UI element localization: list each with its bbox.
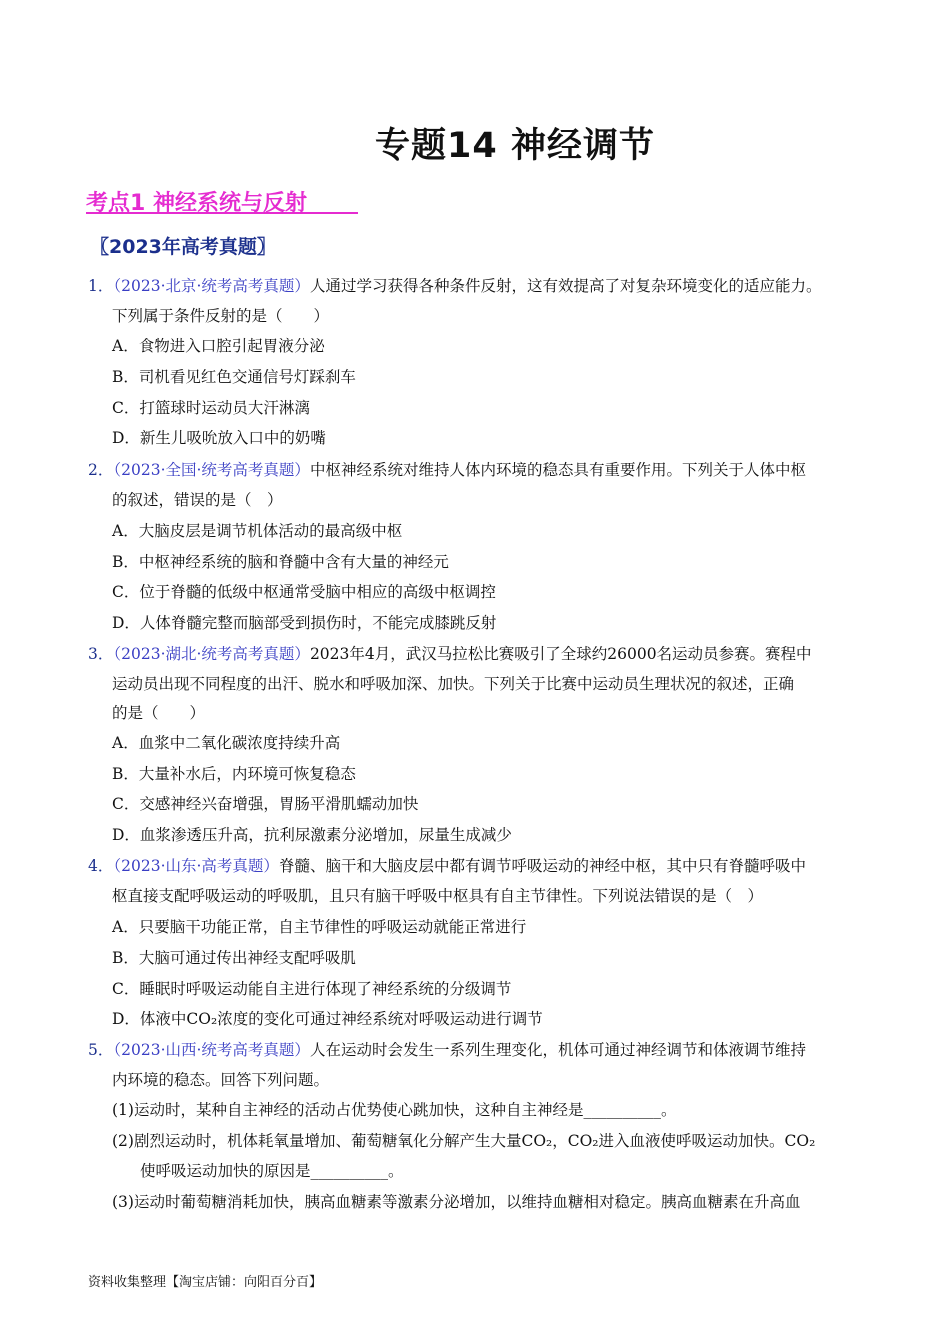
- question-2-option-b: B．中枢神经系统的脑和脊髓中含有大量的神经元: [112, 553, 449, 571]
- question-3-option-c: C．交感神经兴奋增强，胃肠平滑肌蠕动加快: [112, 795, 419, 813]
- question-1-option-c: C．打篮球时运动员大汗淋漓: [112, 399, 310, 417]
- question-number: 5．: [88, 1041, 114, 1059]
- section-heading: 〖2023年高考真题〗: [90, 236, 276, 258]
- question-4-option-c: C．睡眠时呼吸运动能自主进行体现了神经系统的分级调节: [112, 980, 512, 998]
- question-2-option-a: A．大脑皮层是调节机体活动的最高级中枢: [112, 522, 403, 540]
- question-5-stem-line-2: 内环境的稳态。回答下列问题。: [112, 1071, 330, 1089]
- question-text: 人在运动时会发生一系列生理变化，机体可通过神经调节和体液调节维持: [309, 1041, 806, 1059]
- question-5-part-2-continued: 使呼吸运动加快的原因是__________。: [140, 1162, 404, 1180]
- question-3-stem-line-3: 的是（ ）: [112, 704, 206, 722]
- question-2-stem-line-1: [88, 460, 806, 480]
- question-1-stem-line-1: [88, 276, 821, 296]
- question-4-stem-line-2: 枢直接支配呼吸运动的呼吸肌，且只有脑干呼吸中枢具有自主节律性。下列说法错误的是（ ）: [112, 887, 764, 905]
- topic-heading: 考点1 神经系统与反射: [86, 191, 307, 216]
- question-text: 人通过学习获得各种条件反射，这有效提高了对复杂环境变化的适应能力。: [309, 277, 822, 295]
- question-2-option-d: D．人体脊髓完整而脑部受到损伤时，不能完成膝跳反射: [112, 614, 497, 632]
- question-1-option-d: D．新生儿吸吮放入口中的奶嘴: [112, 429, 326, 447]
- question-number: 1．: [88, 277, 114, 295]
- question-3-stem-line-2: 运动员出现不同程度的出汗、脱水和呼吸加深、加快。下列关于比赛中运动员生理状况的叙述，正确: [112, 675, 795, 693]
- question-1-option-b: B．司机看见红色交通信号灯踩刹车: [112, 368, 356, 386]
- page-footer: 资料收集整理【淘宝店铺：向阳百分百】: [88, 1275, 323, 1290]
- question-text: 脊髓、脑干和大脑皮层中都有调节呼吸运动的神经中枢，其中只有脊髓呼吸中: [278, 857, 806, 875]
- question-text: 2023年4月，武汉马拉松比赛吸引了全球约26000名运动员参赛。赛程中: [309, 645, 812, 663]
- question-2-option-c: C．位于脊髓的低级中枢通常受脑中相应的高级中枢调控: [112, 583, 496, 601]
- question-4-option-b: B．大脑可通过传出神经支配呼吸肌: [112, 949, 356, 967]
- question-3-option-a: A．血浆中二氧化碳浓度持续升高: [112, 734, 341, 752]
- question-source: （2023·湖北·统考高考真题）: [113, 645, 310, 663]
- page-title: 专题14 神经调节: [375, 126, 655, 166]
- question-5-part-1: (1)运动时，某种自主神经的活动占优势使心跳加快，这种自主神经是__________。: [112, 1101, 677, 1119]
- question-number: 4．: [88, 857, 114, 875]
- question-4-option-a: A．只要脑干功能正常，自主节律性的呼吸运动就能正常进行: [112, 918, 527, 936]
- question-number: 3．: [88, 645, 114, 663]
- question-5-part-3: (3)运动时葡萄糖消耗加快，胰高血糖素等激素分泌增加，以维持血糖相对稳定。胰高血糖素在升高血: [112, 1193, 801, 1211]
- question-text: 中枢神经系统对维持人体内环境的稳态具有重要作用。下列关于人体中枢: [309, 461, 806, 479]
- question-4-stem-line-1: [88, 856, 806, 876]
- question-4-option-d: D．体液中CO₂浓度的变化可通过神经系统对呼吸运动进行调节: [112, 1010, 543, 1028]
- question-3-option-d: D．血浆渗透压升高，抗利尿激素分泌增加，尿量生成减少: [112, 826, 512, 844]
- question-number: 2．: [88, 461, 114, 479]
- question-3-stem-line-1: [88, 644, 812, 664]
- question-1-stem-line-2: 下列属于条件反射的是（ ）: [112, 307, 330, 325]
- question-3-option-b: B．大量补水后，内环境可恢复稳态: [112, 765, 356, 783]
- question-source: （2023·山东·高考真题）: [113, 857, 279, 875]
- question-1-option-a: A．食物进入口腔引起胃液分泌: [112, 337, 325, 355]
- question-2-stem-line-2: 的叙述，错误的是（ ）: [112, 491, 283, 509]
- question-source: （2023·山西·统考高考真题）: [113, 1041, 310, 1059]
- question-source: （2023·北京·统考高考真题）: [113, 277, 310, 295]
- question-5-stem-line-1: [88, 1040, 806, 1060]
- question-5-part-2: (2)剧烈运动时，机体耗氧量增加、葡萄糖氧化分解产生大量CO₂，CO₂进入血液使呼吸运动加快。CO₂: [112, 1132, 816, 1150]
- question-source: （2023·全国·统考高考真题）: [113, 461, 310, 479]
- topic-underline: [86, 212, 358, 214]
